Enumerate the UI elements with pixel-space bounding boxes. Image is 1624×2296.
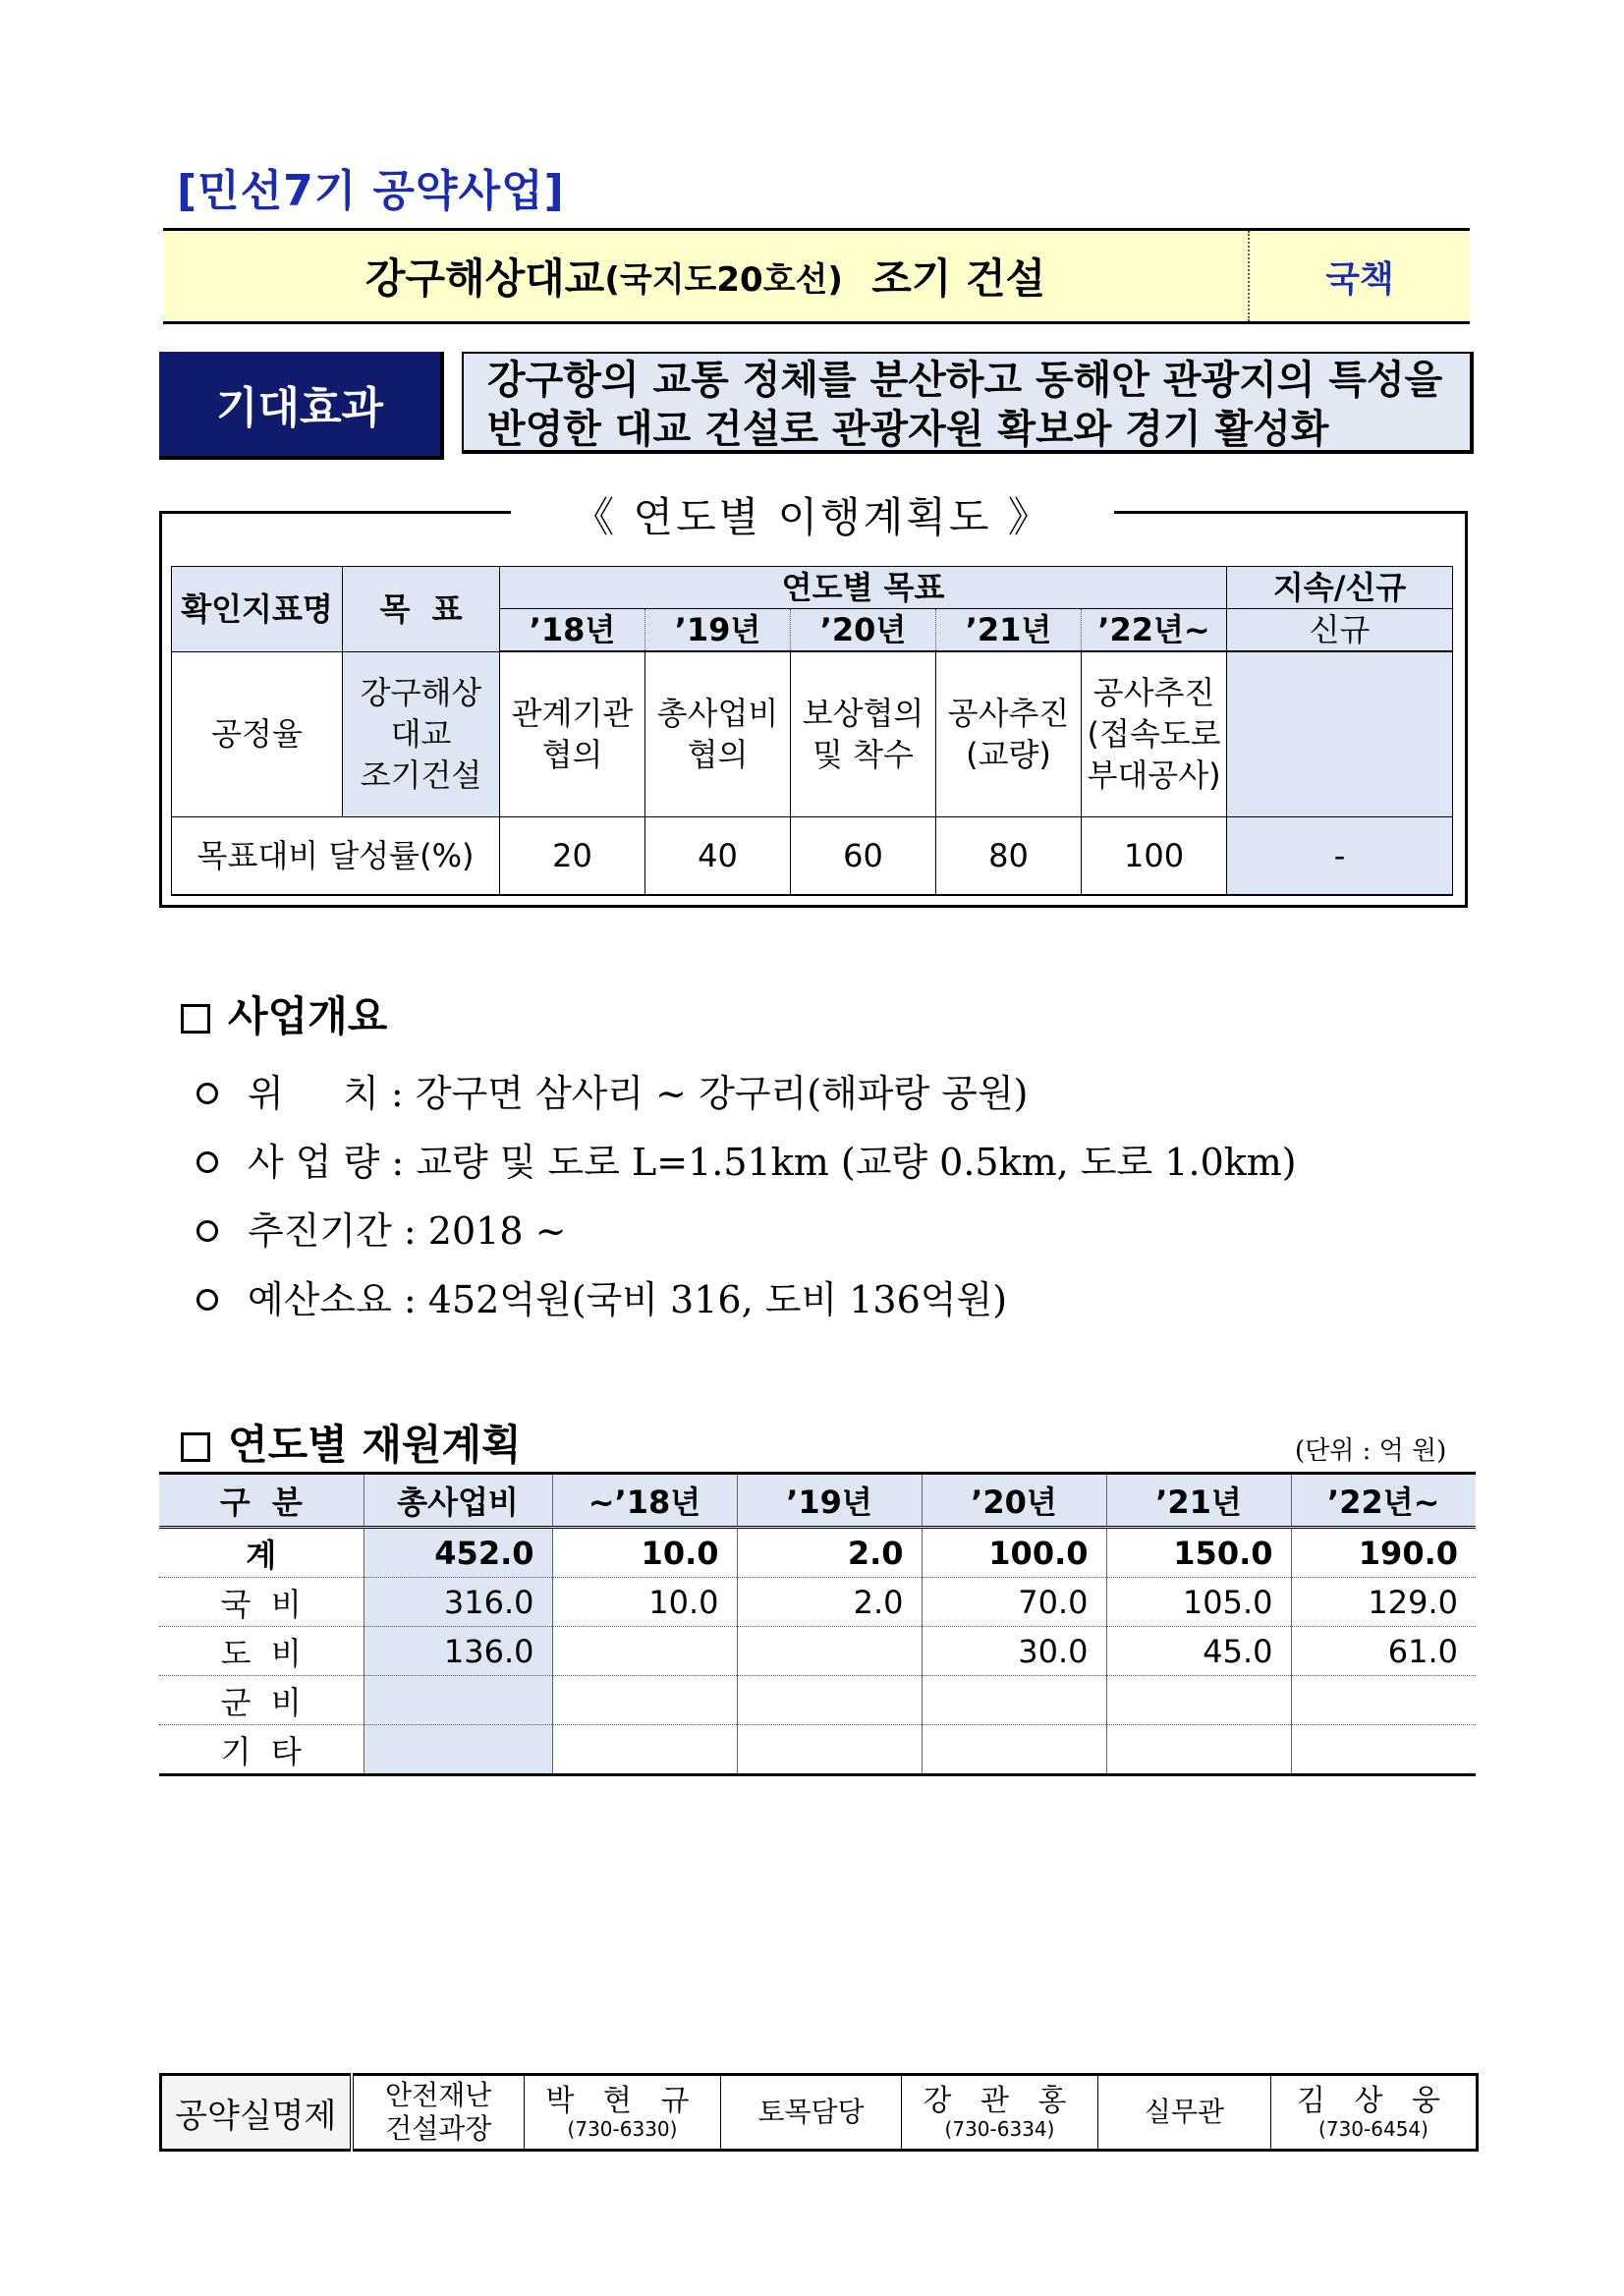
rate-21: 80 — [936, 816, 1082, 895]
circle-bullet-icon — [196, 1289, 218, 1311]
rate-20: 60 — [791, 816, 936, 895]
fund-header-18: ~’18년 — [552, 1474, 737, 1528]
yearly-goal-table — [171, 566, 1453, 896]
status-value: 신규 — [1227, 609, 1453, 652]
fund-header-19: ’19년 — [737, 1474, 922, 1528]
year-21: ’21년 — [936, 609, 1082, 652]
fund-header-21: ’21년 — [1106, 1474, 1291, 1528]
step-18: 관계기관 협의 — [500, 651, 645, 816]
effect-text — [462, 352, 1474, 454]
title-suffix: 조기 건설 — [871, 254, 1046, 303]
overview-item-location: 위 치 : 강구면 삼사리 ~ 강구리(해파랑 공원) — [196, 1063, 1029, 1117]
rate-status: - — [1227, 816, 1453, 895]
header-yearly-goal: 연도별 목표 — [500, 567, 1227, 609]
project-title — [163, 231, 1248, 321]
footer-label: 공약실명제 — [161, 2075, 352, 2151]
footer-role-3: 실무관 — [1098, 2075, 1271, 2151]
rate-19: 40 — [645, 816, 791, 895]
fund-header-20: ’20년 — [922, 1474, 1106, 1528]
status-empty — [1227, 651, 1453, 816]
step-22: 공사추진 (접속도로 부대공사) — [1082, 651, 1227, 816]
year-22: ’22년~ — [1082, 609, 1227, 652]
footer-role-2: 토목담당 — [721, 2075, 902, 2151]
header-status: 지속/신규 — [1227, 567, 1453, 609]
footer-person-2: 강 관 홍 (730-6334) — [902, 2075, 1098, 2151]
circle-bullet-icon — [196, 1151, 218, 1173]
effect-line-1: 강구항의 교통 정체를 분산하고 동해안 관광지의 특성을 — [487, 358, 1443, 403]
footer-person-3: 김 상 웅 (730-6454) — [1271, 2075, 1478, 2151]
step-21: 공사추진 (교량) — [936, 651, 1082, 816]
rate-label: 목표대비 달성률(%) — [172, 816, 500, 895]
project-title-box — [163, 228, 1470, 324]
rate-18: 20 — [500, 816, 645, 895]
footer-person-1: 박 현 규 (730-6330) — [525, 2075, 721, 2151]
table-row: 계 452.0 10.0 2.0 100.0 150.0 190.0 — [159, 1528, 1476, 1578]
footer-dept: 안전재난 건설과장 — [352, 2075, 525, 2151]
year-19: ’19년 — [645, 609, 791, 652]
year-20: ’20년 — [791, 609, 936, 652]
pledge-tag: [민선7기 공약사업] — [177, 166, 565, 216]
funding-table — [159, 1472, 1476, 1776]
overview-title: 사업개요 — [181, 984, 387, 1043]
plan-title: 《 연도별 이행계획도 》 — [573, 493, 1052, 541]
table-row: 국 비 316.0 10.0 2.0 70.0 105.0 129.0 — [159, 1578, 1476, 1627]
checkbox-square-icon — [181, 1432, 210, 1462]
title-prefix: 강구해상대교 — [364, 254, 605, 303]
header-indicator: 확인지표명 — [172, 567, 343, 652]
effect-label: 기대효과 — [159, 352, 444, 460]
header-goal: 목 표 — [343, 567, 500, 652]
checkbox-square-icon — [181, 1004, 210, 1034]
step-20: 보상협의 및 착수 — [791, 651, 936, 816]
project-category: 국책 — [1325, 258, 1394, 300]
overview-item-volume: 사 업 량 : 교량 및 도로 L=1.51km (교량 0.5km, 도로 1.0km) — [196, 1132, 1297, 1186]
overview-item-budget: 예산소요 : 452억원(국비 316, 도비 136억원) — [196, 1269, 1007, 1323]
fund-header-category: 구 분 — [159, 1474, 364, 1528]
table-row: 군 비 — [159, 1676, 1476, 1725]
fund-header-22: ’22년~ — [1291, 1474, 1476, 1528]
fund-header-total: 총사업비 — [364, 1474, 552, 1528]
accountability-table — [159, 2073, 1479, 2152]
year-18: ’18년 — [500, 609, 645, 652]
title-paren: (국지도20호선) — [604, 259, 843, 300]
step-19: 총사업비 협의 — [645, 651, 791, 816]
table-row: 기 타 — [159, 1725, 1476, 1775]
circle-bullet-icon — [196, 1083, 218, 1104]
indicator-name: 공정율 — [172, 651, 343, 816]
goal-text: 강구해상 대교 조기건설 — [343, 651, 500, 816]
effect-line-2: 반영한 대교 건설로 관광자원 확보와 경기 활성화 — [487, 407, 1329, 452]
funding-unit: (단위 : 억 원) — [1295, 1436, 1447, 1466]
rate-22: 100 — [1082, 816, 1227, 895]
funding-title: 연도별 재원계획 — [181, 1413, 522, 1472]
circle-bullet-icon — [196, 1220, 218, 1242]
table-row: 도 비 136.0 30.0 45.0 61.0 — [159, 1627, 1476, 1676]
overview-item-period: 추진기간 : 2018 ~ — [196, 1201, 566, 1255]
